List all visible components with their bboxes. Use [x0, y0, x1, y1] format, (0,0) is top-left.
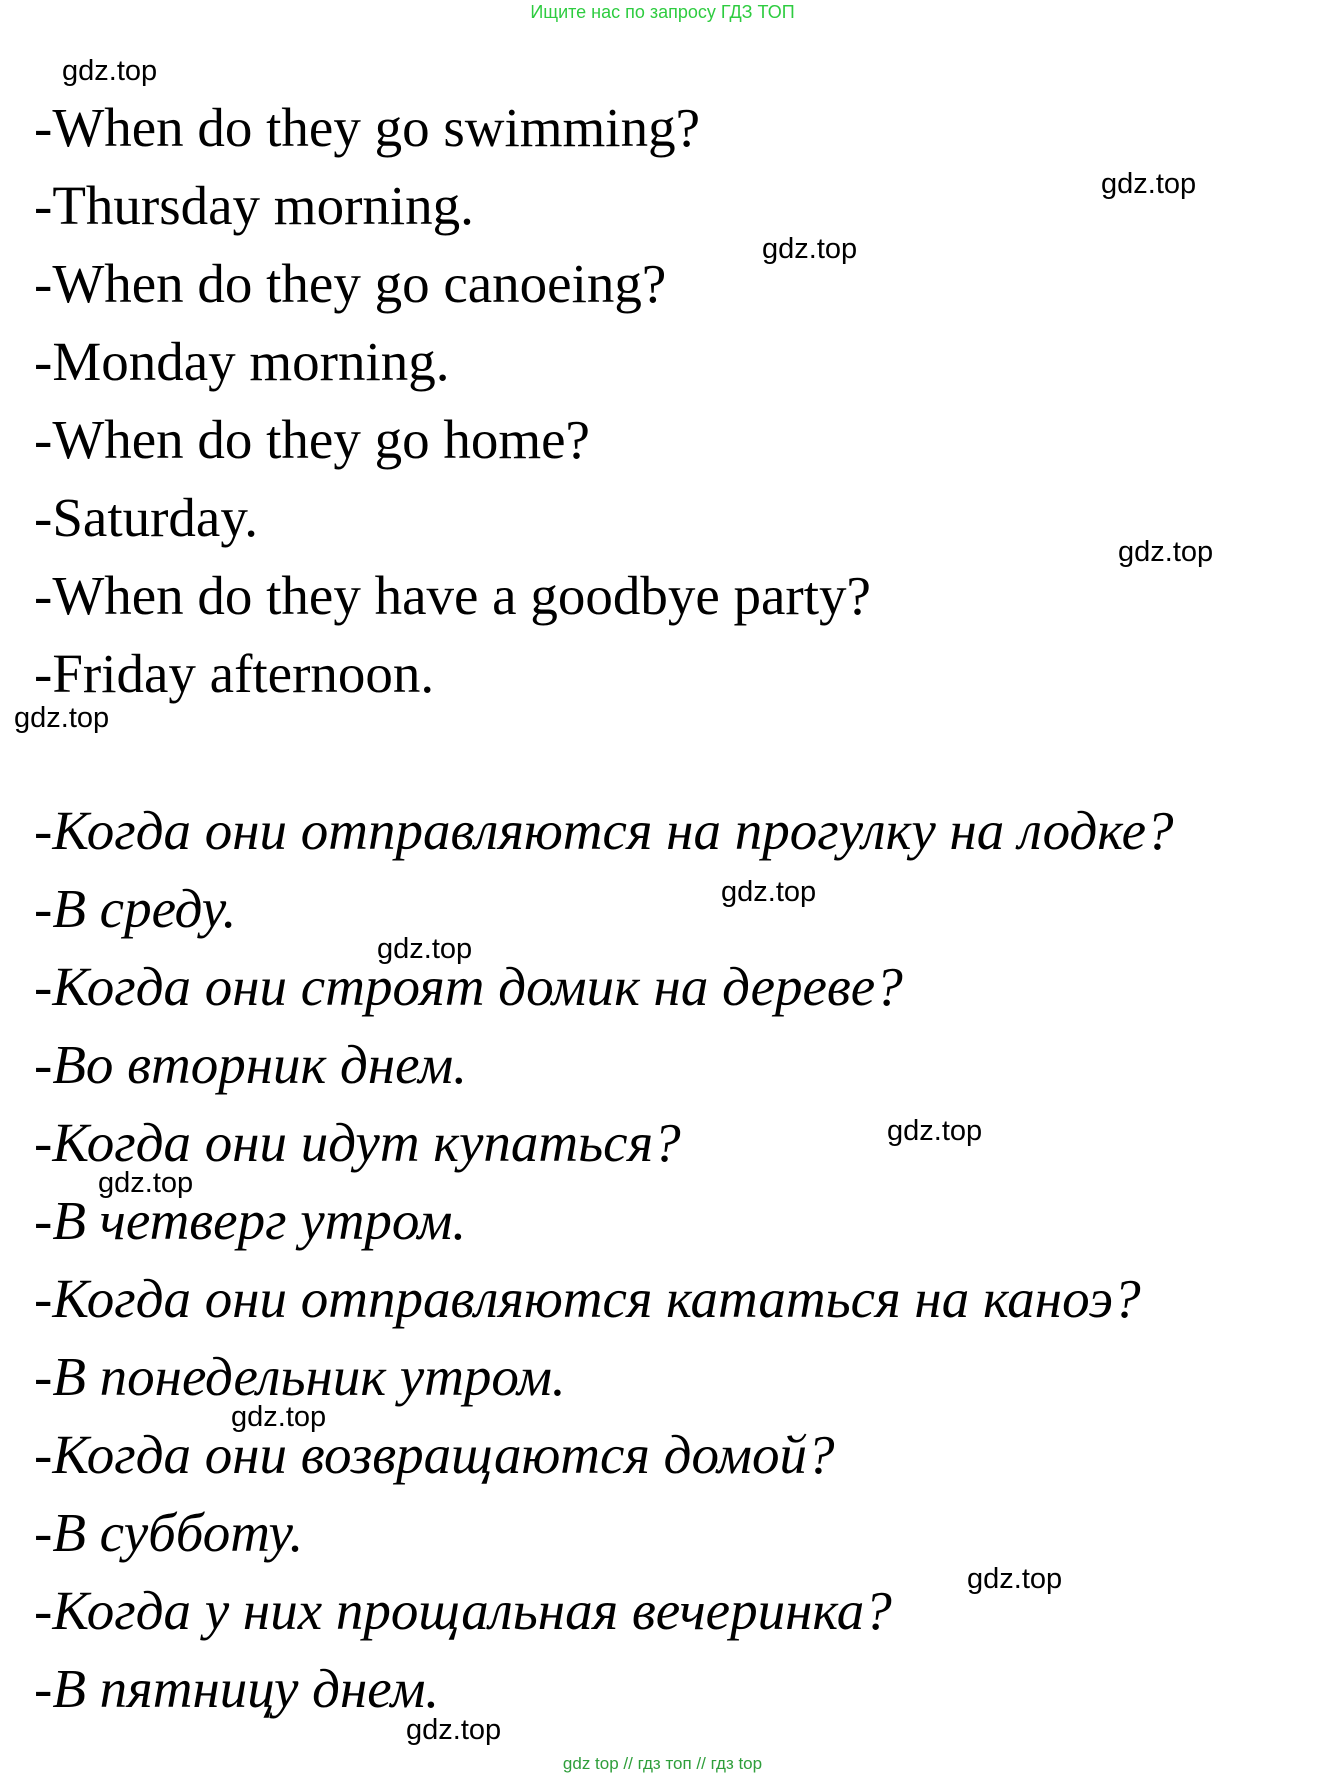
footer-watermark: gdz top // гдз топ // гдз top [562, 1754, 763, 1773]
watermark: gdz.top [1118, 536, 1214, 568]
dialogue-line-ru-1: -Когда они отправляются на прогулку на лодке? [34, 800, 1174, 861]
dialogue-line-ru-11: -Когда у них прощальная вечеринка? [34, 1580, 892, 1641]
watermark: gdz.top [762, 233, 858, 265]
watermark: gdz.top [231, 1401, 327, 1433]
dialogue-line-en-7: -When do they have a goodbye party? [34, 565, 871, 626]
dialogue-line-ru-4: -Во вторник днем. [34, 1034, 468, 1095]
watermark: gdz.top [14, 702, 110, 734]
dialogue-line-en-3: -When do they go canoeing? [34, 253, 667, 314]
watermark: gdz.top [721, 876, 817, 908]
dialogue-line-en-8: -Friday afternoon. [34, 643, 435, 704]
dialogue-line-en-4: -Monday morning. [34, 331, 450, 392]
dialogue-line-ru-9: -Когда они возвращаются домой? [34, 1424, 835, 1485]
dialogue-line-en-6: -Saturday. [34, 487, 259, 548]
dialogue-line-ru-5: -Когда они идут купаться? [34, 1112, 681, 1173]
dialogue-line-ru-2: -В среду. [34, 878, 237, 939]
watermark: gdz.top [406, 1714, 502, 1746]
dialogue-line-ru-7: -Когда они отправляются кататься на каноэ? [34, 1268, 1141, 1329]
dialogue-line-ru-8: -В понедельник утром. [34, 1346, 566, 1407]
dialogue-line-ru-12: -В пятницу днем. [34, 1658, 440, 1719]
watermark: gdz.top [98, 1167, 194, 1199]
dialogue-line-en-2: -Thursday morning. [34, 175, 474, 236]
top-banner: Ищите нас по запросу ГДЗ ТОП [530, 2, 795, 22]
watermark: gdz.top [967, 1563, 1063, 1595]
dialogue-line-en-1: -When do they go swimming? [34, 97, 700, 158]
watermark: gdz.top [1101, 168, 1197, 200]
dialogue-line-ru-3: -Когда они строят домик на дереве? [34, 956, 903, 1017]
watermark: gdz.top [377, 933, 473, 965]
dialogue-line-ru-6: -В четверг утром. [34, 1190, 467, 1251]
watermark: gdz.top [62, 55, 158, 87]
dialogue-line-ru-10: -В субботу. [34, 1502, 304, 1563]
watermark: gdz.top [887, 1115, 983, 1147]
dialogue-line-en-5: -When do they go home? [34, 409, 590, 470]
